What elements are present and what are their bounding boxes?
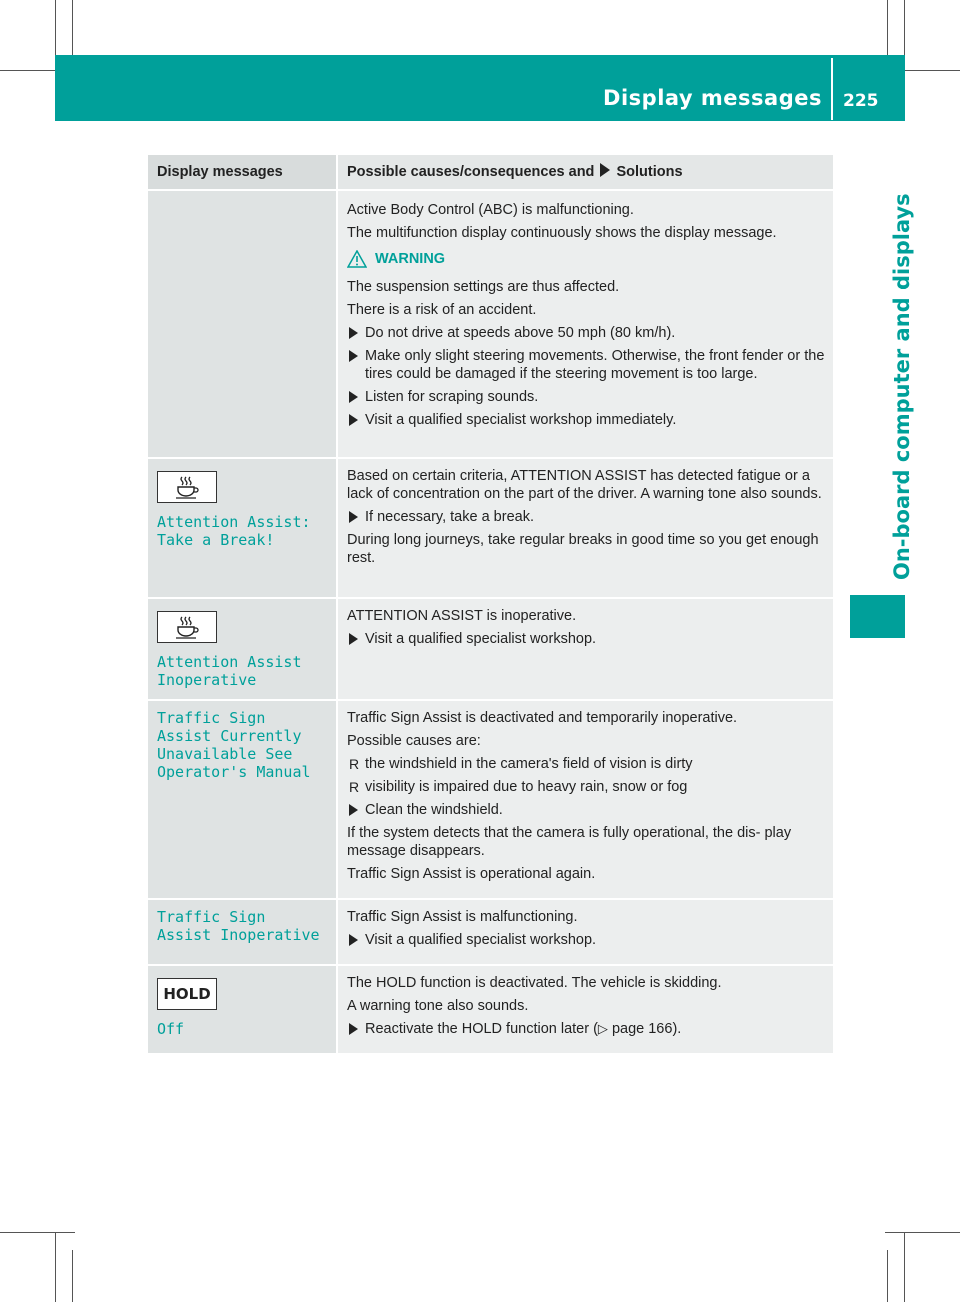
header-divider [831,58,833,120]
table-row [148,965,833,1053]
action-step: Listen for scraping sounds. [347,388,825,406]
display-messages-table [148,155,833,1053]
message-cell [148,598,337,700]
section-tab [860,160,914,580]
table-row [148,899,833,965]
action-step: If necessary, take a break. [347,508,825,526]
hold-icon: HOLD [157,978,217,1010]
action-step: Visit a qualified specialist workshop immediately. [347,411,825,429]
page-title: Display messages [603,86,822,110]
solution-cell: ATTENTION ASSIST is inoperative. Visit a qualified specialist workshop. [337,598,833,700]
action-step: Visit a qualified specialist workshop. [347,931,825,949]
section-marker [850,595,905,638]
coffee-cup-icon [172,475,202,499]
display-message-text: Off [157,1020,185,1038]
crop-mark [887,0,888,55]
display-message-text: Traffic Sign Assist Inoperative [157,908,320,944]
crop-mark [72,1250,73,1302]
action-step: Clean the windshield. [347,801,825,819]
action-step: Visit a qualified specialist workshop. [347,630,825,648]
crop-mark [885,1232,960,1233]
play-triangle-icon [600,163,610,177]
message-cell [148,965,337,1053]
col-header-solutions: Possible causes/consequences and Solutions [337,155,833,190]
action-step: Make only slight steering movements. Otherwise, the front fender or the tires could be damaged if the steering movement is too large. [347,347,825,383]
table-row [148,598,833,700]
display-message-text: Attention Assist Inoperative [157,653,302,689]
page-reference-link[interactable]: page 166 [611,1021,673,1037]
display-message-text: Traffic Sign Assist Currently Unavailable See Operator's Manual [157,709,311,781]
warning-heading: WARNING [347,250,825,268]
message-cell [148,458,337,598]
solution-cell: The HOLD function is deactivated. The vehicle is skidding. A warning tone also sounds. Reactivate the HOLD function later (▷ page 166). [337,965,833,1053]
page-ref-arrow-icon: ▷ [597,1021,608,1036]
warning-triangle-icon [347,250,367,268]
crop-mark [72,0,73,55]
crop-mark [0,1232,75,1233]
table-row [148,458,833,598]
bullet-marker-icon: R [349,756,360,772]
coffee-cup-icon [172,615,202,639]
table-header [148,155,833,190]
crop-mark [904,1232,905,1302]
bullet-item: R the windshield in the camera's field of vision is dirty [349,756,693,772]
bullet-item: R visibility is impaired due to heavy rain, snow or fog [349,779,688,795]
display-message-text: Attention Assist: Take a Break! [157,513,311,549]
table-row [148,700,833,899]
section-title: On-board computer and displays [890,193,914,580]
crop-mark [55,1232,56,1302]
solution-cell: Active Body Control (ABC) is malfunctioning. The multifunction display continuously shows the display message. WARNING The suspension settings are thus affected. There is a risk of an accident. Do not drive at speeds above 50 mph (80 km/h). Make only slight steering movements. Otherwise, the front fender or the tires could be damaged if the steering movement is too large. Listen for scraping sounds. Visit a qualified specialist workshop immediately. [337,190,833,458]
action-step: Do not drive at speeds above 50 mph (80 km/h). [347,324,825,342]
solution-cell: Traffic Sign Assist is deactivated and temporarily inoperative. Possible causes are: R the windshield in the camera's field of vision is dirty R visibility is impaired due to heavy rain, snow or fog Clean the windshield. If the system detects that the camera is fully operational, the dis- play message disappears. Traffic Sign Assist is operational again. [337,700,833,899]
table-row [148,190,833,458]
message-cell [148,899,337,965]
crop-mark [887,1250,888,1302]
solution-cell: Traffic Sign Assist is malfunctioning. Visit a qualified specialist workshop. [337,899,833,965]
action-step: Reactivate the HOLD function later (▷ page 166). [347,1020,825,1038]
col-header-messages: Display messages [148,155,337,190]
coffee-cup-icon [157,611,217,643]
coffee-cup-icon [157,471,217,503]
page-number: 225 [843,91,879,111]
message-cell [148,190,337,458]
solution-cell: Based on certain criteria, ATTENTION ASSIST has detected fatigue or a lack of concentration on the part of the driver. A warning tone also sounds. If necessary, take a break. During long journeys, take regular breaks in good time so you get enough rest. [337,458,833,598]
bullet-marker-icon: R [349,779,360,795]
message-cell [148,700,337,899]
